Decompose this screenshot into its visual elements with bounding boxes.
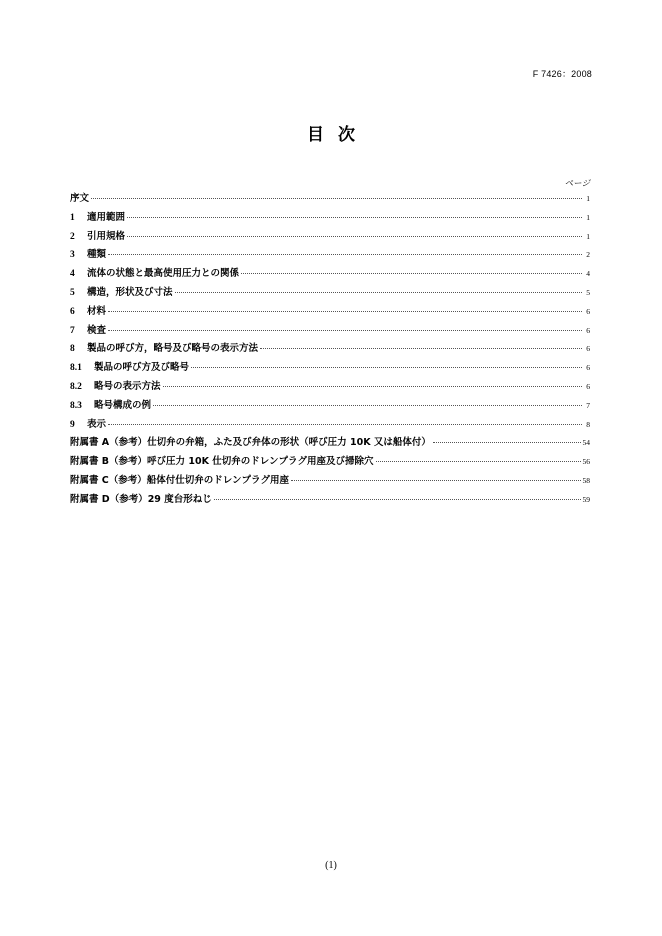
dot-leader (153, 405, 582, 406)
dot-leader (241, 273, 582, 274)
toc-entry[interactable] (70, 378, 590, 397)
toc-entry-page: 6 (586, 306, 590, 316)
toc-entry-page: 1 (586, 194, 590, 203)
toc-entry-number: 8.2 (70, 381, 82, 392)
toc-entry-title: 構造，形状及び寸法 (87, 286, 173, 298)
toc-entry-number: 2 (70, 231, 75, 242)
toc-entry-page: 6 (586, 363, 590, 373)
toc-entry-title: 略号の表示方法 (94, 380, 161, 392)
dot-leader (175, 292, 582, 293)
toc-entry-number: 8 (70, 344, 75, 355)
standard-number: F 7426：2008 (532, 69, 592, 79)
dot-leader (127, 236, 582, 237)
page-column-label: ページ (564, 179, 590, 189)
toc-entry-page: 8 (586, 419, 590, 429)
toc-entry[interactable] (70, 246, 590, 265)
toc-entry-title: 表示 (87, 418, 107, 430)
toc-entry-number: 8.1 (70, 363, 82, 374)
dot-leader (108, 424, 582, 425)
toc-entry-page: 5 (586, 287, 590, 297)
toc-entry-title: 附属書 C（参考）船体付仕切弁のドレンプラグ用座 (70, 474, 290, 486)
toc-entry-number: 4 (70, 269, 75, 280)
toc-entry-page: 1 (586, 212, 590, 222)
dot-leader (191, 367, 582, 368)
toc-entry-number: 7 (70, 325, 75, 336)
toc-entry-title: 材料 (87, 305, 107, 317)
toc-entry-page: 58 (582, 475, 590, 485)
dot-leader (108, 254, 582, 255)
dot-leader (108, 330, 582, 331)
toc-entry[interactable] (70, 416, 590, 435)
toc-entry-number: 3 (70, 250, 75, 261)
toc-entry-page: 56 (582, 457, 590, 467)
toc-entry[interactable] (70, 303, 590, 322)
dot-leader (376, 461, 581, 462)
toc-entry-number: 1 (70, 212, 75, 223)
toc-entry[interactable] (70, 453, 590, 472)
toc-entry[interactable] (70, 284, 590, 303)
toc-entry-title: 附属書 B（参考）呼び圧力 10K 仕切弁のドレンプラグ用座及び掃除穴 (70, 456, 374, 468)
toc-entry-title: 種類 (87, 249, 107, 261)
toc-entry-title: 検査 (87, 324, 107, 336)
toc-entry-title: 序文 (70, 193, 90, 204)
toc-entry-page: 59 (582, 494, 590, 504)
toc-entry-page: 1 (586, 231, 590, 241)
toc-entry[interactable] (70, 265, 590, 284)
table-of-contents (70, 190, 590, 510)
toc-entry[interactable] (70, 397, 590, 416)
toc-entry[interactable] (70, 491, 590, 510)
toc-entry-title: 引用規格 (87, 230, 126, 242)
page-number: (1) (325, 860, 337, 871)
toc-entry-number: 5 (70, 287, 75, 298)
toc-entry-title: 製品の呼び方及び略号 (94, 362, 190, 374)
toc-entry-number: 6 (70, 306, 75, 317)
dot-leader (163, 386, 582, 387)
toc-entry[interactable] (70, 190, 590, 209)
toc-entry-page: 2 (586, 250, 590, 260)
dot-leader (127, 217, 582, 218)
toc-entry[interactable] (70, 434, 590, 453)
toc-entry[interactable] (70, 472, 590, 491)
toc-entry-title: 略号構成の例 (94, 399, 152, 411)
dot-leader (260, 348, 582, 349)
toc-entry-page: 7 (586, 400, 590, 410)
dot-leader (91, 198, 582, 199)
toc-entry-title: 流体の状態と最高使用圧力との関係 (87, 268, 240, 280)
toc-entry[interactable] (70, 228, 590, 247)
toc-entry-number: 9 (70, 419, 75, 430)
dot-leader (291, 480, 580, 481)
toc-entry-number: 8.3 (70, 400, 82, 411)
dot-leader (108, 311, 582, 312)
dot-leader (214, 499, 581, 500)
toc-entry[interactable] (70, 322, 590, 341)
toc-entry-title: 附属書 A（参考）仕切弁の弁箱，ふた及び弁体の形状（呼び圧力 10K 又は船体付） (70, 437, 431, 449)
toc-entry-page: 6 (586, 381, 590, 391)
toc-entry-title: 附属書 D（参考）29 度台形ねじ (70, 493, 212, 505)
toc-entry-title: 適用範囲 (87, 211, 126, 223)
toc-entry-title: 製品の呼び方，略号及び略号の表示方法 (87, 343, 259, 355)
toc-entry-page: 6 (586, 344, 590, 354)
toc-entry[interactable] (70, 209, 590, 228)
toc-entry-page: 54 (582, 438, 590, 448)
toc-entry[interactable] (70, 340, 590, 359)
toc-entry-page: 6 (586, 325, 590, 335)
page-title: 目次 (307, 125, 369, 145)
dot-leader (433, 442, 581, 443)
toc-entry-page: 4 (586, 269, 590, 279)
toc-entry[interactable] (70, 359, 590, 378)
